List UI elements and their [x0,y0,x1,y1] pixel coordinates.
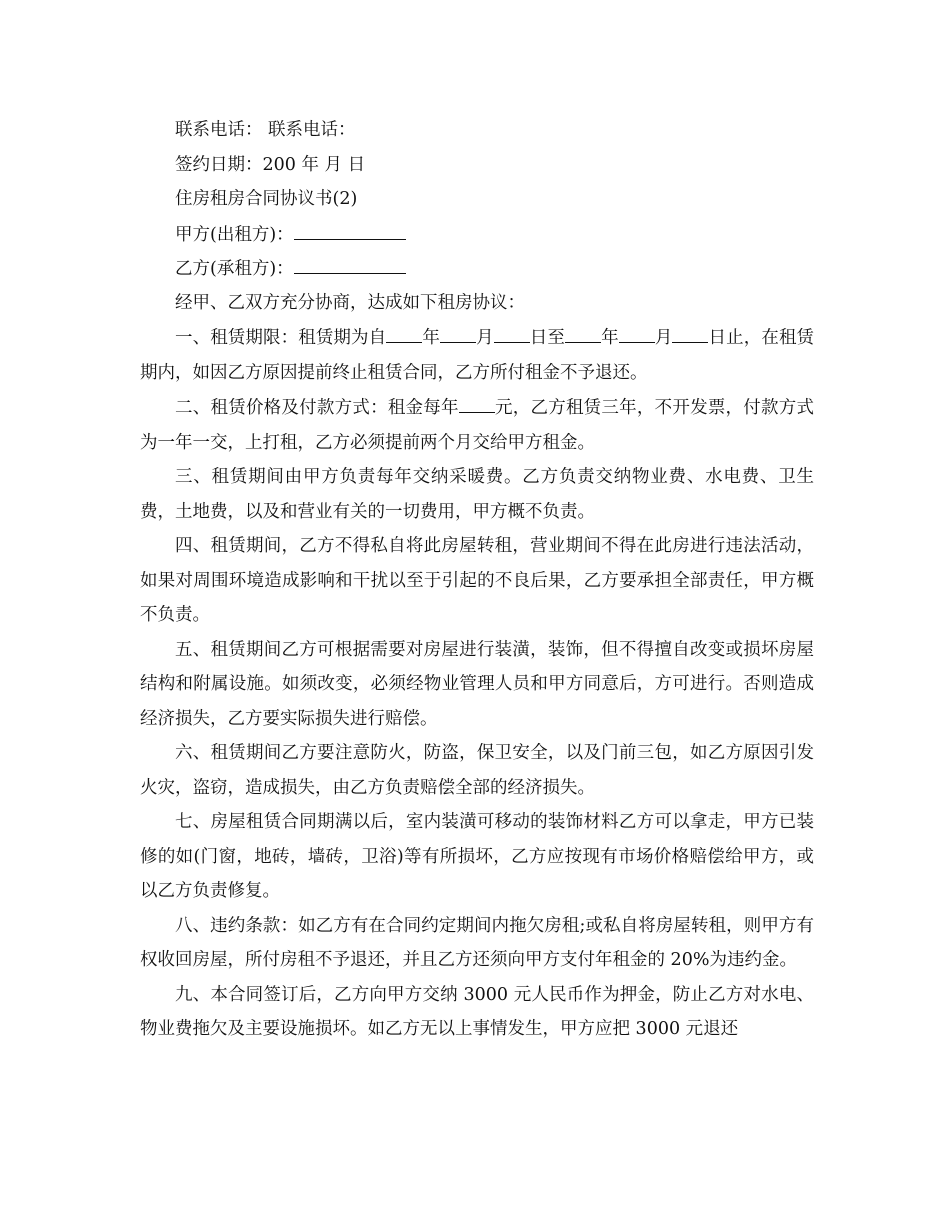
clause-9: 九、本合同签订后，乙方向甲方交纳 3000 元人民币作为押金，防止乙方对水电、物业费拖欠及主要设施损坏。如乙方无以上事情发生，甲方应把 3000 元退还 [140,984,814,1039]
clause-6: 六、租赁期间乙方要注意防火，防盗，保卫安全，以及门前三包，如乙方原因引发火灾，盗窃，造成损失，由乙方负责赔偿全部的经济损失。 [140,743,814,798]
party-b-blank [294,251,406,274]
party-a-blank [294,217,406,240]
sign-date-line: 签约日期：200 年 月 日 [175,154,366,175]
clause-4: 四、租赁期间，乙方不得私自将此房屋转租，营业期间不得在此房进行违法活动，如果对周围环境造成影响和干扰以至于引起的不良后果，乙方要承担全部责任，甲方概不负责。 [140,536,814,625]
blank-start-year [386,320,422,343]
clause-5: 五、租赁期间乙方可根据需要对房屋进行装潢，装饰，但不得擅自改变或损坏房屋结构和附属设施。如须改变，必须经物业管理人员和甲方同意后，方可进行。否则造成经济损失，乙方要实际损失进行赔偿。 [140,639,814,729]
clause-8: 八、违约条款：如乙方有在合同约定期间内拖欠房租;或私自将房屋转租，则甲方有权收回房屋，所付房租不予退还，并且乙方还须向甲方支付年租金的 20%为违约金。 [140,915,814,970]
clause-2: 二、租赁价格及付款方式：租金每年 元，乙方租赁三年，不开发票，付款方式为一年一交，上打租，乙方必须提前两个月交给甲方租金。 [140,390,814,460]
blank-end-day [672,320,708,343]
contract-page [140,113,814,1047]
party-a-label: 甲方(出租方)： [175,224,294,245]
contract-title: 住房租房合同协议书(2) [175,189,358,209]
clause-1: 一、租赁期限：租赁期为自 年 月 日至 年 月 日止，在租赁期内，如因乙方原因提前终止租赁合同，乙方所付租金不予退还。 [140,320,814,390]
clause-3: 三、租赁期间由甲方负责每年交纳采暖费。乙方负责交纳物业费、水电费、卫生费，土地费，以及和营业有关的一切费用，甲方概不负责。 [140,467,814,522]
blank-start-day [494,320,530,343]
blank-annual-rent [459,390,495,413]
blank-end-month [619,320,655,343]
blank-start-month [440,320,476,343]
clause-7: 七、房屋租赁合同期满以后，室内装潢可移动的装饰材料乙方可以拿走，甲方已装修的如(门窗，地砖，墙砖，卫浴)等有所损坏，乙方应按现有市场价格赔偿给甲方，或以乙方负责修复。 [140,812,814,901]
contact-phone-line: 联系电话： 联系电话： [175,120,356,140]
party-b-line [140,251,814,286]
intro-line: 经甲、乙双方充分协商，达成如下租房协议： [175,292,525,313]
party-b-label: 乙方(承租方)： [175,259,294,279]
blank-end-year [565,320,601,343]
party-a-line [140,217,814,252]
